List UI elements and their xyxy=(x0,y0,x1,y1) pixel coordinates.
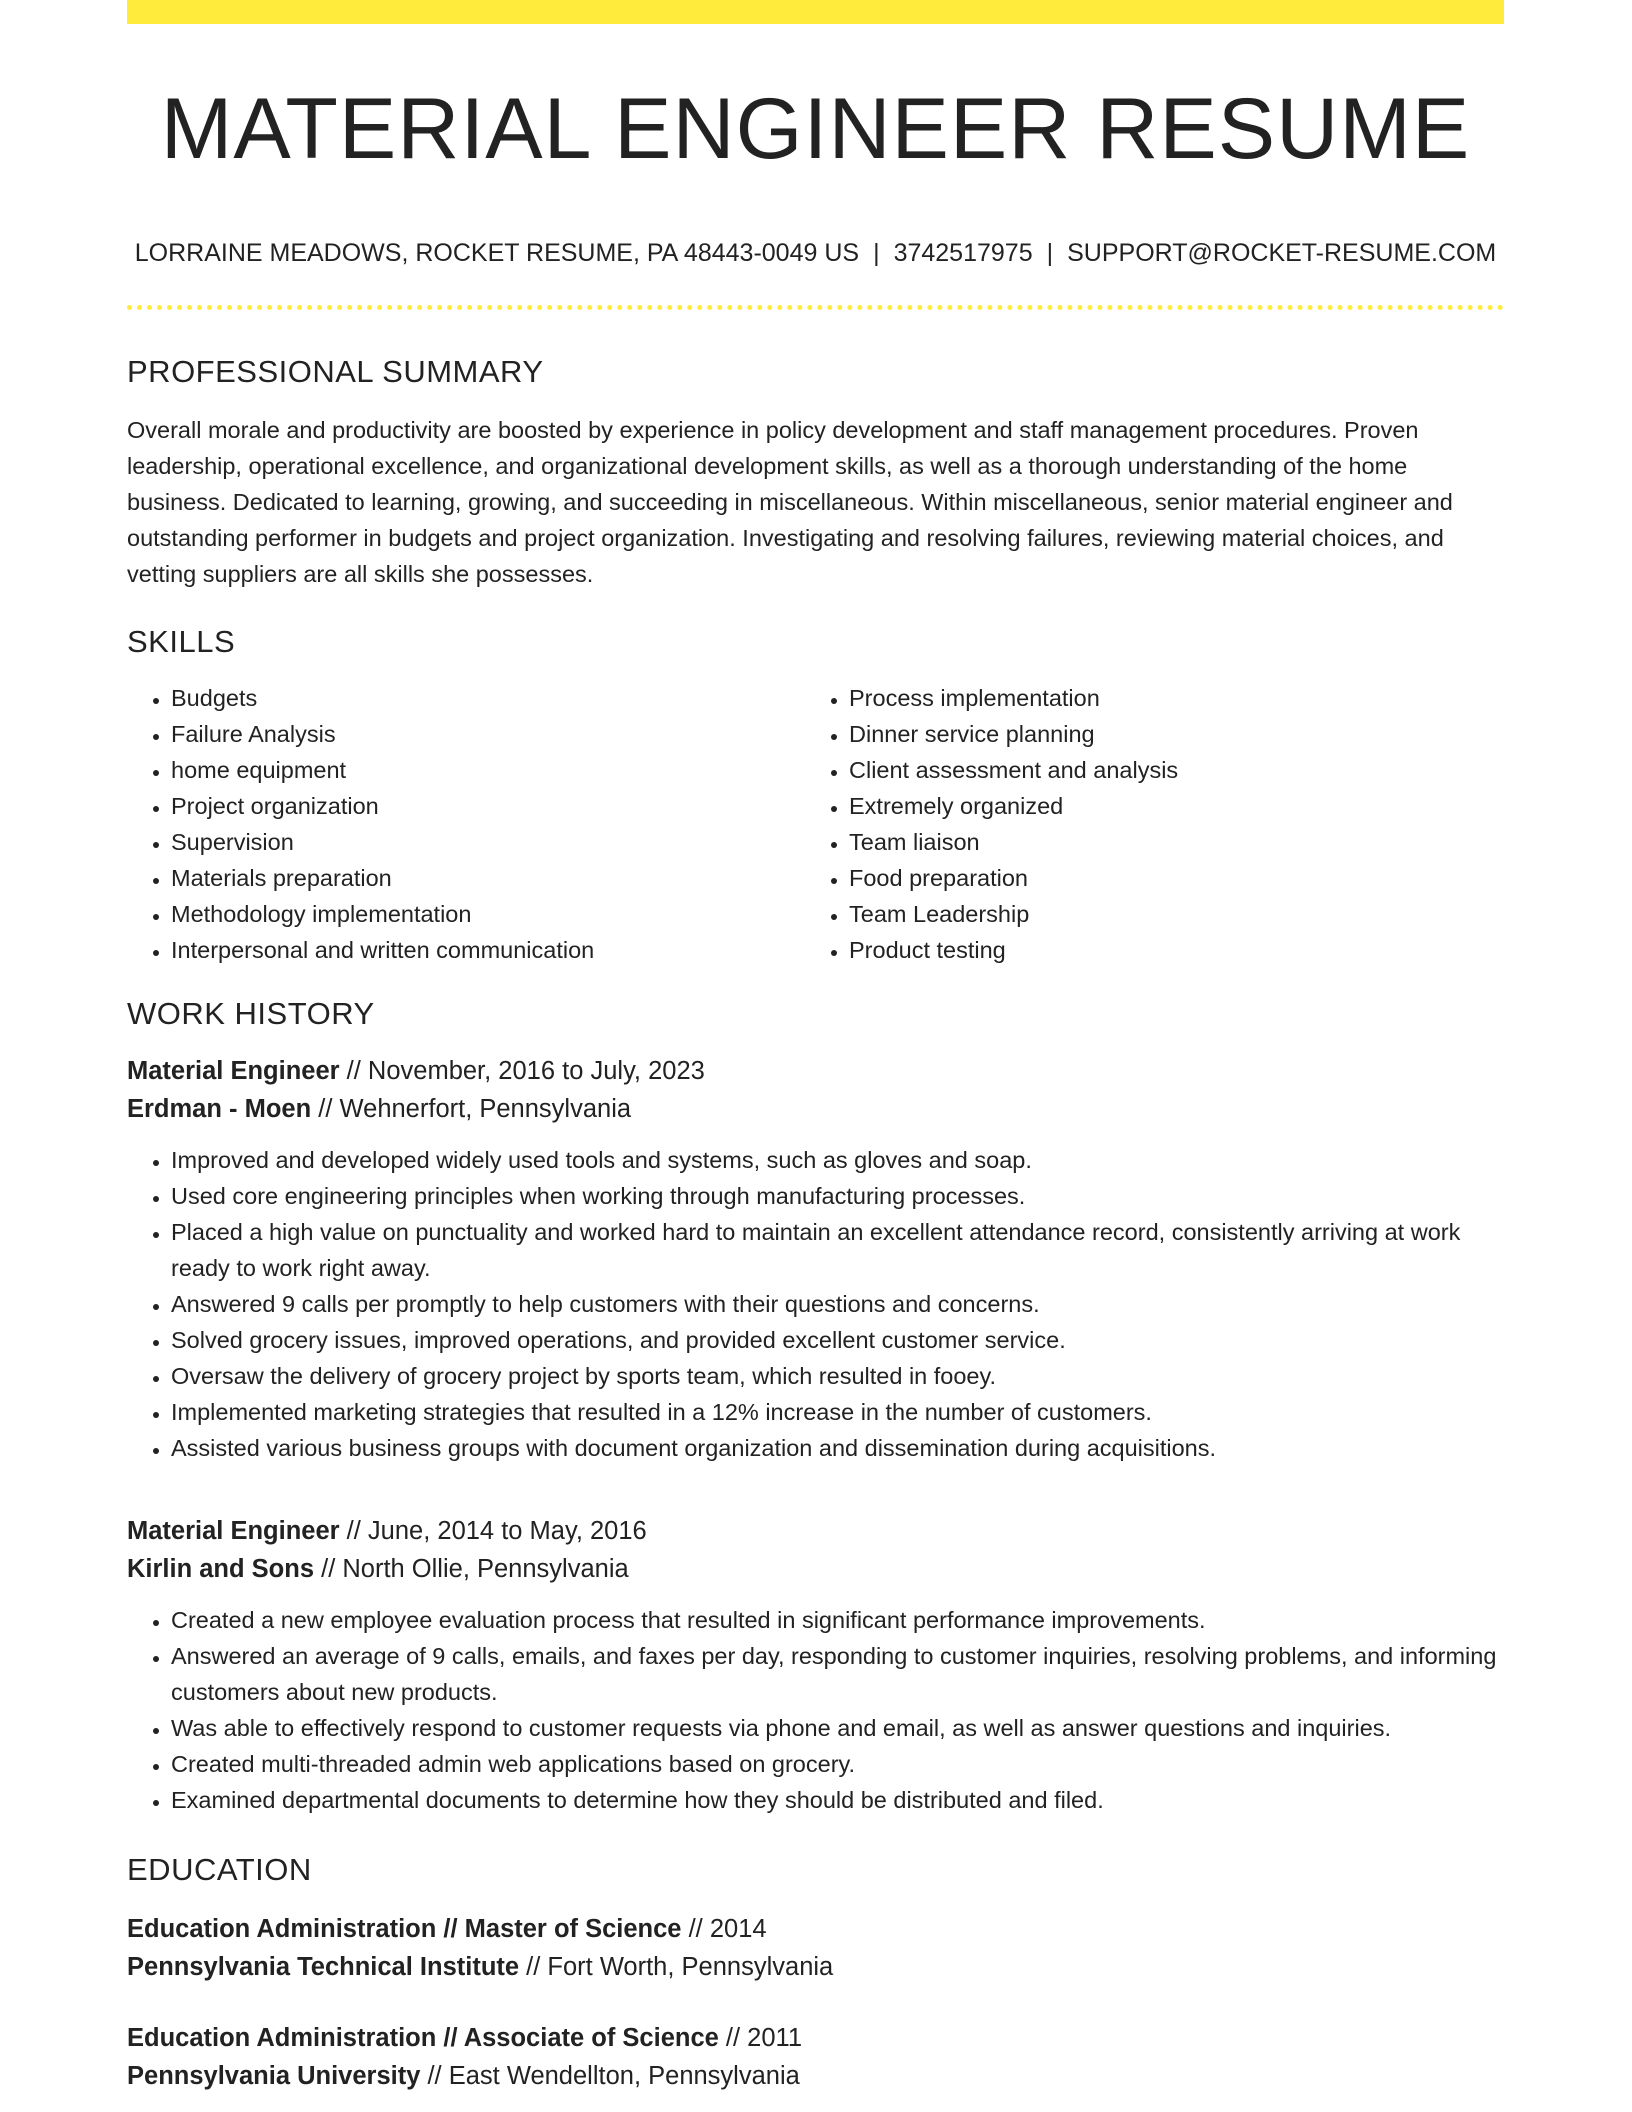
job-title-line xyxy=(127,1512,1504,1550)
education-year: // 2014 xyxy=(681,1914,767,1943)
skill-item: • Interpersonal and written communication xyxy=(171,932,805,968)
contact-address: LORRAINE MEADOWS, ROCKET RESUME, PA 48443-0049 US xyxy=(134,238,860,267)
skill-item: • Team liaison xyxy=(849,824,1504,860)
skills-heading: SKILLS xyxy=(127,623,236,659)
education-degree-line xyxy=(127,2019,1504,2057)
job-bullet: • Placed a high value on punctuality and worked hard to maintain an excellent attendance record, consistently arriving at work ready to work right away. xyxy=(171,1214,1504,1286)
job-company-line xyxy=(127,1090,1504,1128)
job-bullet: • Created a new employee evaluation process that resulted in significant performance improvements. xyxy=(171,1602,1504,1638)
job-location: // North Ollie, Pennsylvania xyxy=(314,1554,629,1583)
skill-item: • Team Leadership xyxy=(849,896,1504,932)
skill-item: • Methodology implementation xyxy=(171,896,805,932)
job-company: Erdman - Moen xyxy=(127,1094,312,1123)
skills-list xyxy=(127,680,1504,968)
job-bullet: • Examined departmental documents to determine how they should be distributed and filed. xyxy=(171,1782,1504,1818)
education-entry xyxy=(127,2019,1504,2095)
education-school: Pennsylvania University xyxy=(127,2061,421,2090)
education-school: Pennsylvania Technical Institute xyxy=(127,1952,520,1981)
job-bullet: • Oversaw the delivery of grocery project by sports team, which resulted in fooey. xyxy=(171,1358,1504,1394)
job-bullet: • Implemented marketing strategies that resulted in a 12% increase in the number of customers. xyxy=(171,1394,1504,1430)
job-company-line xyxy=(127,1550,1504,1588)
skills-column-right xyxy=(805,680,1504,968)
education-year: // 2011 xyxy=(718,2023,803,2052)
job-bullet: • Solved grocery issues, improved operations, and provided excellent customer service. xyxy=(171,1322,1504,1358)
skill-item: • home equipment xyxy=(171,752,805,788)
skill-item: • Food preparation xyxy=(849,860,1504,896)
education-heading: EDUCATION xyxy=(127,1851,312,1887)
job-title-line xyxy=(127,1052,1504,1090)
resume-page xyxy=(127,0,1504,2095)
education-school-line xyxy=(127,1948,1504,1986)
skill-item: • Extremely organized xyxy=(849,788,1504,824)
education-degree: Education Administration // Master of Science xyxy=(127,1914,682,1943)
job-company: Kirlin and Sons xyxy=(127,1554,315,1583)
job-dates: // June, 2014 to May, 2016 xyxy=(339,1516,647,1545)
job-bullet: • Improved and developed widely used tools and systems, such as gloves and soap. xyxy=(171,1142,1504,1178)
education-degree: Education Administration // Associate of Science xyxy=(127,2023,719,2052)
job-bullets xyxy=(127,1142,1504,1466)
skill-item: • Failure Analysis xyxy=(171,716,805,752)
education-school-line xyxy=(127,2057,1504,2095)
summary-text: Overall morale and productivity are boosted by experience in policy development and staff management procedures. Proven leadership, operational excellence, and organizational development skills, as well as a thorough understanding of the home business. Dedicated to learning, growing, and succeeding in miscellaneous. Within miscellaneous, senior material engineer and outstanding performer in budgets and project organization. Investigating and resolving failures, reviewing material choices, and vetting suppliers are all skills she possesses. xyxy=(127,416,1453,587)
summary-heading: PROFESSIONAL SUMMARY xyxy=(127,353,544,389)
accent-top-bar xyxy=(127,0,1504,24)
education-location: // East Wendellton, Pennsylvania xyxy=(420,2061,800,2090)
job-bullet: • Used core engineering principles when working through manufacturing processes. xyxy=(171,1178,1504,1214)
job-bullet: • Created multi-threaded admin web applications based on grocery. xyxy=(171,1746,1504,1782)
work-history-heading: WORK HISTORY xyxy=(127,995,375,1031)
contact-phone: 3742517975 xyxy=(893,238,1033,267)
job-dates: // November, 2016 to July, 2023 xyxy=(339,1056,705,1085)
education-degree-line xyxy=(127,1910,1504,1948)
skill-item: • Dinner service planning xyxy=(849,716,1504,752)
skills-column-left xyxy=(127,680,805,968)
page-title: MATERIAL ENGINEER RESUME xyxy=(160,81,1471,177)
contact-email: SUPPORT@ROCKET-RESUME.COM xyxy=(1067,238,1497,267)
job-entry xyxy=(127,1512,1504,1818)
contact-line xyxy=(127,239,1504,268)
education-entry xyxy=(127,1910,1504,1986)
job-entry xyxy=(127,1052,1504,1466)
contact-separator: | xyxy=(873,238,880,267)
skill-item: • Product testing xyxy=(849,932,1504,968)
education-location: // Fort Worth, Pennsylvania xyxy=(519,1952,834,1981)
job-title: Material Engineer xyxy=(127,1056,340,1085)
skill-item: • Supervision xyxy=(171,824,805,860)
skill-item: • Client assessment and analysis xyxy=(849,752,1504,788)
job-title: Material Engineer xyxy=(127,1516,340,1545)
job-bullet: • Answered 9 calls per promptly to help customers with their questions and concerns. xyxy=(171,1286,1504,1322)
skill-item: • Budgets xyxy=(171,680,805,716)
skill-item: • Project organization xyxy=(171,788,805,824)
skill-item: • Materials preparation xyxy=(171,860,805,896)
dotted-divider xyxy=(127,305,1504,310)
contact-separator: | xyxy=(1046,238,1054,267)
job-bullets xyxy=(127,1602,1504,1818)
job-bullet: • Answered an average of 9 calls, emails, and faxes per day, responding to customer inquiries, resolving problems, and informing customers about new products. xyxy=(171,1638,1504,1710)
job-bullet: • Assisted various business groups with document organization and dissemination during acquisitions. xyxy=(171,1430,1504,1466)
skill-item: • Process implementation xyxy=(849,680,1504,716)
job-bullet: • Was able to effectively respond to customer requests via phone and email, as well as answer questions and inquiries. xyxy=(171,1710,1504,1746)
job-location: // Wehnerfort, Pennsylvania xyxy=(311,1094,632,1123)
